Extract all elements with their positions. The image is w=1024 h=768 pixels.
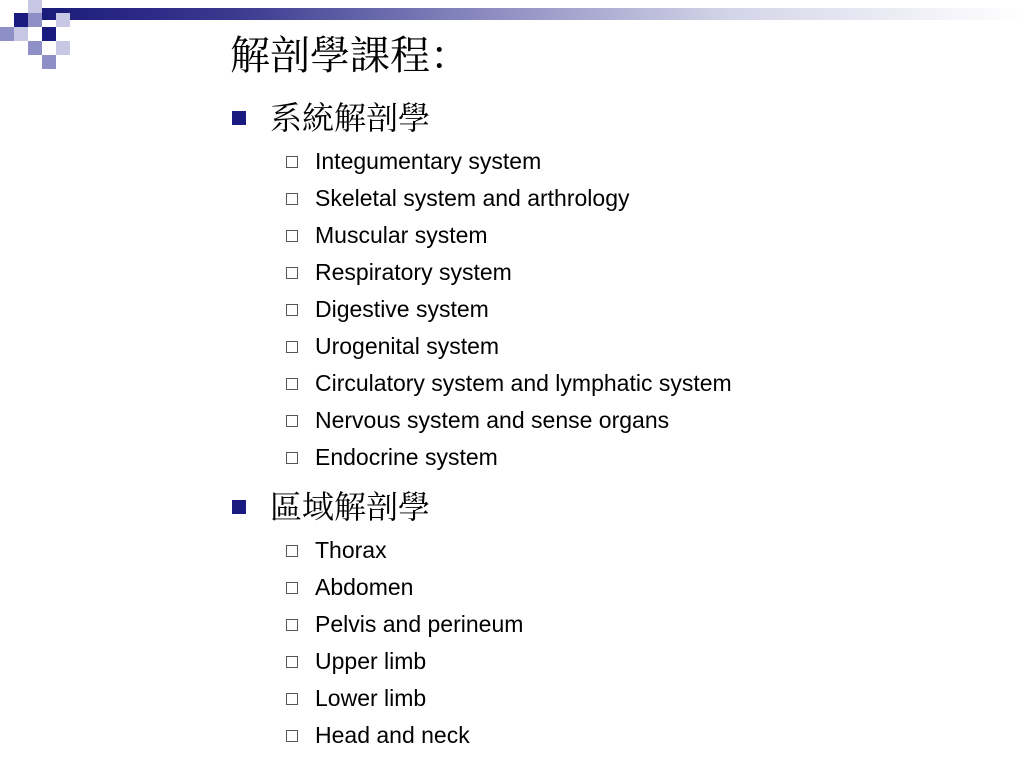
hollow-square-bullet-icon bbox=[286, 193, 298, 205]
list-item-text: Pelvis and perineum bbox=[315, 611, 524, 637]
hollow-square-bullet-icon bbox=[286, 267, 298, 279]
list-item-text: Abdomen bbox=[315, 574, 414, 600]
list-item bbox=[286, 610, 523, 647]
section-heading bbox=[232, 98, 430, 138]
hollow-square-bullet-icon bbox=[286, 730, 298, 742]
list-item bbox=[286, 369, 732, 406]
filled-square-bullet-icon bbox=[232, 111, 246, 125]
filled-square-bullet-icon bbox=[232, 500, 246, 514]
list-item bbox=[286, 684, 523, 721]
decor-square-icon bbox=[14, 13, 28, 27]
list-item bbox=[286, 721, 523, 758]
hollow-square-bullet-icon bbox=[286, 545, 298, 557]
list-item bbox=[286, 443, 732, 480]
list-item-text: Muscular system bbox=[315, 222, 488, 248]
list-item bbox=[286, 573, 523, 610]
hollow-square-bullet-icon bbox=[286, 582, 298, 594]
slide-title: 解剖學課程： bbox=[230, 33, 470, 79]
list-item bbox=[286, 295, 732, 332]
header-gradient-band bbox=[40, 8, 1024, 20]
decor-square-icon bbox=[56, 13, 70, 27]
hollow-square-bullet-icon bbox=[286, 656, 298, 668]
list-item-text: Skeletal system and arthrology bbox=[315, 185, 630, 211]
hollow-square-bullet-icon bbox=[286, 378, 298, 390]
list-item bbox=[286, 258, 732, 295]
section-heading bbox=[232, 487, 430, 527]
list-item-text: Respiratory system bbox=[315, 259, 512, 285]
decor-square-icon bbox=[0, 27, 14, 41]
section-item-list bbox=[286, 536, 523, 758]
hollow-square-bullet-icon bbox=[286, 693, 298, 705]
decor-square-icon bbox=[56, 41, 70, 55]
hollow-square-bullet-icon bbox=[286, 230, 298, 242]
list-item bbox=[286, 536, 523, 573]
section-heading-text: 區域解剖學 bbox=[270, 488, 431, 526]
list-item-text: Endocrine system bbox=[315, 444, 498, 470]
hollow-square-bullet-icon bbox=[286, 619, 298, 631]
section-heading-text: 系統解剖學 bbox=[270, 99, 431, 137]
list-item bbox=[286, 406, 732, 443]
decor-square-icon bbox=[28, 41, 42, 55]
hollow-square-bullet-icon bbox=[286, 304, 298, 316]
list-item-text: Urogenital system bbox=[315, 333, 500, 359]
list-item-text: Nervous system and sense organs bbox=[315, 407, 670, 433]
decor-square-icon bbox=[42, 27, 56, 41]
hollow-square-bullet-icon bbox=[286, 341, 298, 353]
list-item bbox=[286, 332, 732, 369]
hollow-square-bullet-icon bbox=[286, 415, 298, 427]
decor-square-icon bbox=[28, 13, 42, 27]
list-item-text: Head and neck bbox=[315, 722, 470, 748]
list-item-text: Upper limb bbox=[315, 648, 427, 674]
list-item bbox=[286, 221, 732, 258]
list-item-text: Digestive system bbox=[315, 296, 489, 322]
decor-square-icon bbox=[28, 0, 42, 13]
hollow-square-bullet-icon bbox=[286, 452, 298, 464]
section-item-list bbox=[286, 147, 732, 480]
list-item-text: Integumentary system bbox=[315, 148, 542, 174]
decor-square-icon bbox=[14, 27, 28, 41]
decor-square-icon bbox=[42, 55, 56, 69]
list-item bbox=[286, 184, 732, 221]
list-item-text: Lower limb bbox=[315, 685, 427, 711]
list-item-text: Circulatory system and lymphatic system bbox=[315, 370, 732, 396]
list-item bbox=[286, 647, 523, 684]
list-item bbox=[286, 147, 732, 184]
hollow-square-bullet-icon bbox=[286, 156, 298, 168]
list-item-text: Thorax bbox=[315, 537, 387, 563]
